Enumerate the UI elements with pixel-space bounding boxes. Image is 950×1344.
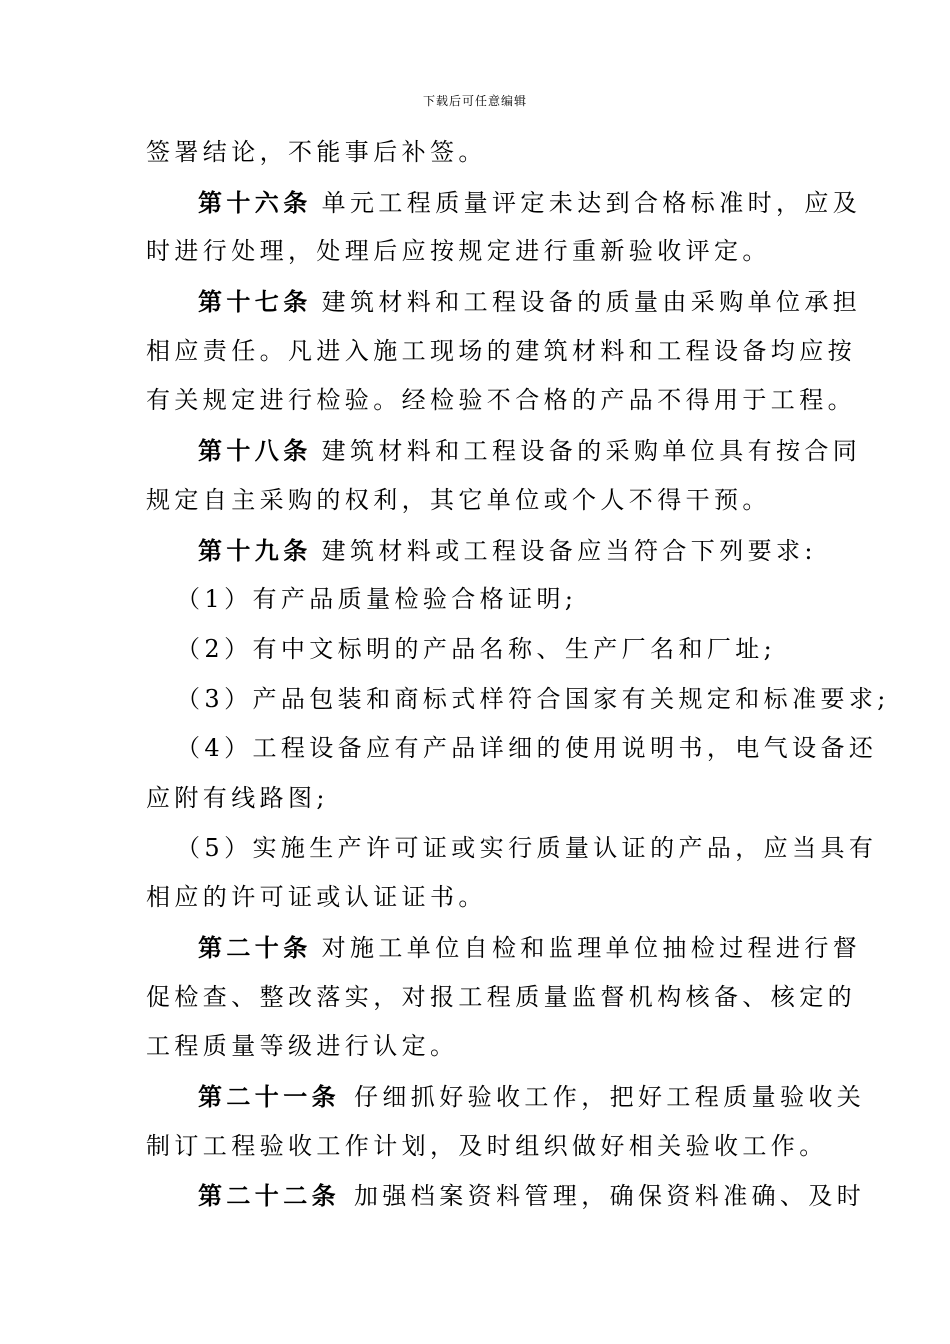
- article-16-title: 第十六条: [198, 187, 312, 217]
- text-line: 规定自主采购的权利，其它单位或个人不得干预。: [146, 485, 771, 514]
- text-line: 签署结论，不能事后补签。: [146, 138, 487, 166]
- article-19-text: 建筑材料或工程设备应当符合下列要求:: [321, 536, 817, 565]
- text-line: 促检查、整改落实，对报工程质量监督机构核备、核定的: [146, 982, 856, 1011]
- list-item: （5）实施生产许可证或实行质量认证的产品，应当具有: [176, 833, 878, 862]
- article-16-text: 单元工程质量评定未达到合格标准时，应及: [321, 188, 862, 217]
- text-line: 相应的许可证或认证证书。: [146, 883, 487, 912]
- article-22-title: 第二十二条: [198, 1181, 340, 1211]
- article-22: [146, 1171, 866, 1221]
- article-17-title: 第十七条: [198, 287, 312, 317]
- list-item: （4）工程设备应有产品详细的使用说明书，电气设备还: [176, 734, 878, 763]
- article-21-title: 第二十一条: [198, 1082, 340, 1112]
- article-18: [146, 426, 862, 476]
- article-20-title: 第二十条: [198, 933, 312, 962]
- article-18-title: 第十八条: [198, 436, 312, 466]
- article-17: [146, 277, 862, 327]
- text-line: 工程质量等级进行认定。: [146, 1032, 459, 1061]
- article-19-title: 第十九条: [198, 535, 312, 565]
- article-17-text: 建筑材料和工程设备的质量由采购单位承担: [321, 288, 862, 317]
- page-header: 下载后可任意编辑: [422, 94, 527, 108]
- document-body: [146, 128, 890, 1221]
- list-item: （2）有中文标明的产品名称、生产厂名和厂址;: [176, 634, 777, 663]
- article-16: [146, 178, 862, 228]
- text-line: 有关规定进行检验。经检验不合格的产品不得用于工程。: [146, 386, 856, 415]
- article-18-text: 建筑材料和工程设备的采购单位具有按合同: [321, 437, 862, 466]
- article-21-text: 仔细抓好验收工作，把好工程质量验收关: [354, 1083, 866, 1112]
- article-22-text: 加强档案资料管理，确保资料准确、及时: [354, 1182, 866, 1211]
- text-line: 相应责任。凡进入施工现场的建筑材料和工程设备均应按: [146, 336, 856, 365]
- list-item: （3）产品包装和商标式样符合国家有关规定和标准要求;: [176, 684, 890, 713]
- text-line: 时进行处理，处理后应按规定进行重新验收评定。: [146, 237, 771, 266]
- text-line: 制订工程验收工作计划，及时组织做好相关验收工作。: [146, 1131, 828, 1160]
- list-item: （1）有产品质量检验合格证明;: [176, 585, 578, 614]
- article-20: [146, 923, 862, 973]
- article-19: [146, 526, 817, 576]
- article-20-text: 对施工单位自检和监理单位抽检过程进行督: [321, 934, 862, 962]
- text-line: 应附有线路图;: [146, 783, 329, 812]
- article-21: [146, 1072, 866, 1122]
